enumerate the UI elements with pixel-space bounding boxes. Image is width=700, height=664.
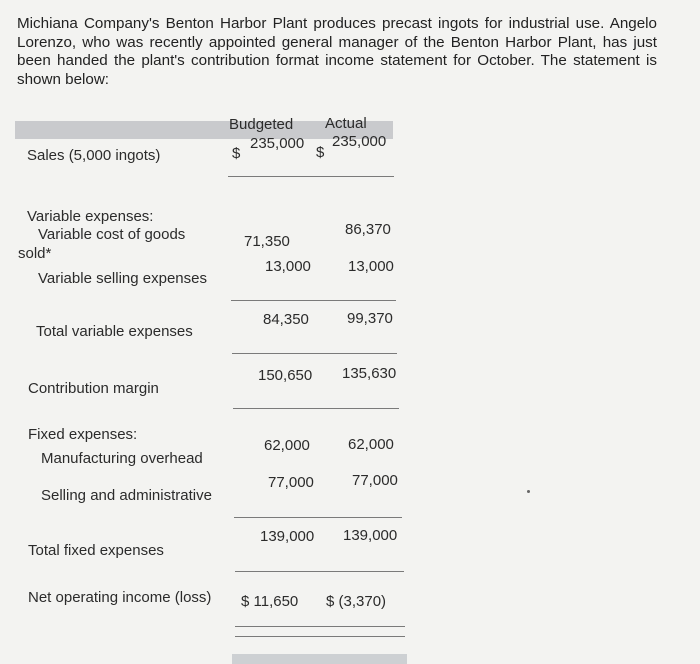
fixed-underline [234, 517, 402, 518]
total-variable-underline [232, 353, 397, 354]
stray-dot [527, 490, 530, 493]
sales-budgeted-value: 235,000 [250, 135, 305, 152]
contribution-margin-budgeted: 150,650 [258, 367, 313, 384]
problem-intro: Michiana Company's Benton Harbor Plant produces precast ingots for industrial use. Angelo Lorenzo, who was recently appointed general manager of the Benton Harbor Plant, has just been handed the plant's contribution format income statement for October. The statement is shown below: [17, 15, 657, 88]
total-fixed-label: Total fixed expenses [28, 542, 164, 559]
cogs-label: Variable cost of goods [38, 226, 186, 243]
variable-selling-actual: 13,000 [348, 258, 394, 275]
cogs-label-cont: sold* [18, 245, 52, 262]
variable-selling-budgeted: 13,000 [265, 258, 311, 275]
contribution-underline [233, 408, 399, 409]
variable-selling-label: Variable selling expenses [38, 270, 207, 287]
total-variable-label: Total variable expenses [36, 323, 193, 340]
net-operating-income-budgeted: $ 11,650 [241, 593, 299, 610]
sales-budgeted-currency: $ [232, 145, 241, 162]
bottom-cutoff-band [232, 654, 407, 664]
actual-header: Actual [325, 115, 367, 132]
variable-underline [231, 300, 396, 301]
budgeted-header: Budgeted [229, 116, 294, 133]
contribution-margin-actual: 135,630 [342, 365, 397, 382]
net-double-underline-1 [235, 626, 405, 627]
total-variable-budgeted: 84,350 [263, 311, 309, 328]
contribution-margin-label: Contribution margin [28, 380, 159, 397]
total-fixed-underline [235, 571, 404, 572]
manufacturing-overhead-actual: 62,000 [348, 436, 394, 453]
variable-expenses-heading: Variable expenses: [27, 208, 154, 225]
cogs-budgeted: 71,350 [244, 233, 290, 250]
sales-actual-value: 235,000 [332, 133, 387, 150]
sales-label: Sales (5,000 ingots) [27, 147, 161, 164]
manufacturing-overhead-label: Manufacturing overhead [41, 450, 203, 467]
total-variable-actual: 99,370 [347, 310, 393, 327]
net-operating-income-label: Net operating income (loss) [28, 589, 212, 606]
cogs-actual: 86,370 [345, 221, 391, 238]
net-double-underline-2 [235, 636, 405, 637]
selling-admin-budgeted: 77,000 [268, 474, 314, 491]
fixed-expenses-heading: Fixed expenses: [28, 426, 138, 443]
sales-underline [228, 176, 394, 177]
manufacturing-overhead-budgeted: 62,000 [264, 437, 310, 454]
selling-admin-actual: 77,000 [352, 472, 398, 489]
selling-admin-label: Selling and administrative [41, 487, 212, 504]
net-operating-income-actual: $ (3,370) [326, 593, 387, 610]
sales-actual-currency: $ [316, 144, 325, 161]
total-fixed-budgeted: 139,000 [260, 528, 315, 545]
total-fixed-actual: 139,000 [343, 527, 398, 544]
